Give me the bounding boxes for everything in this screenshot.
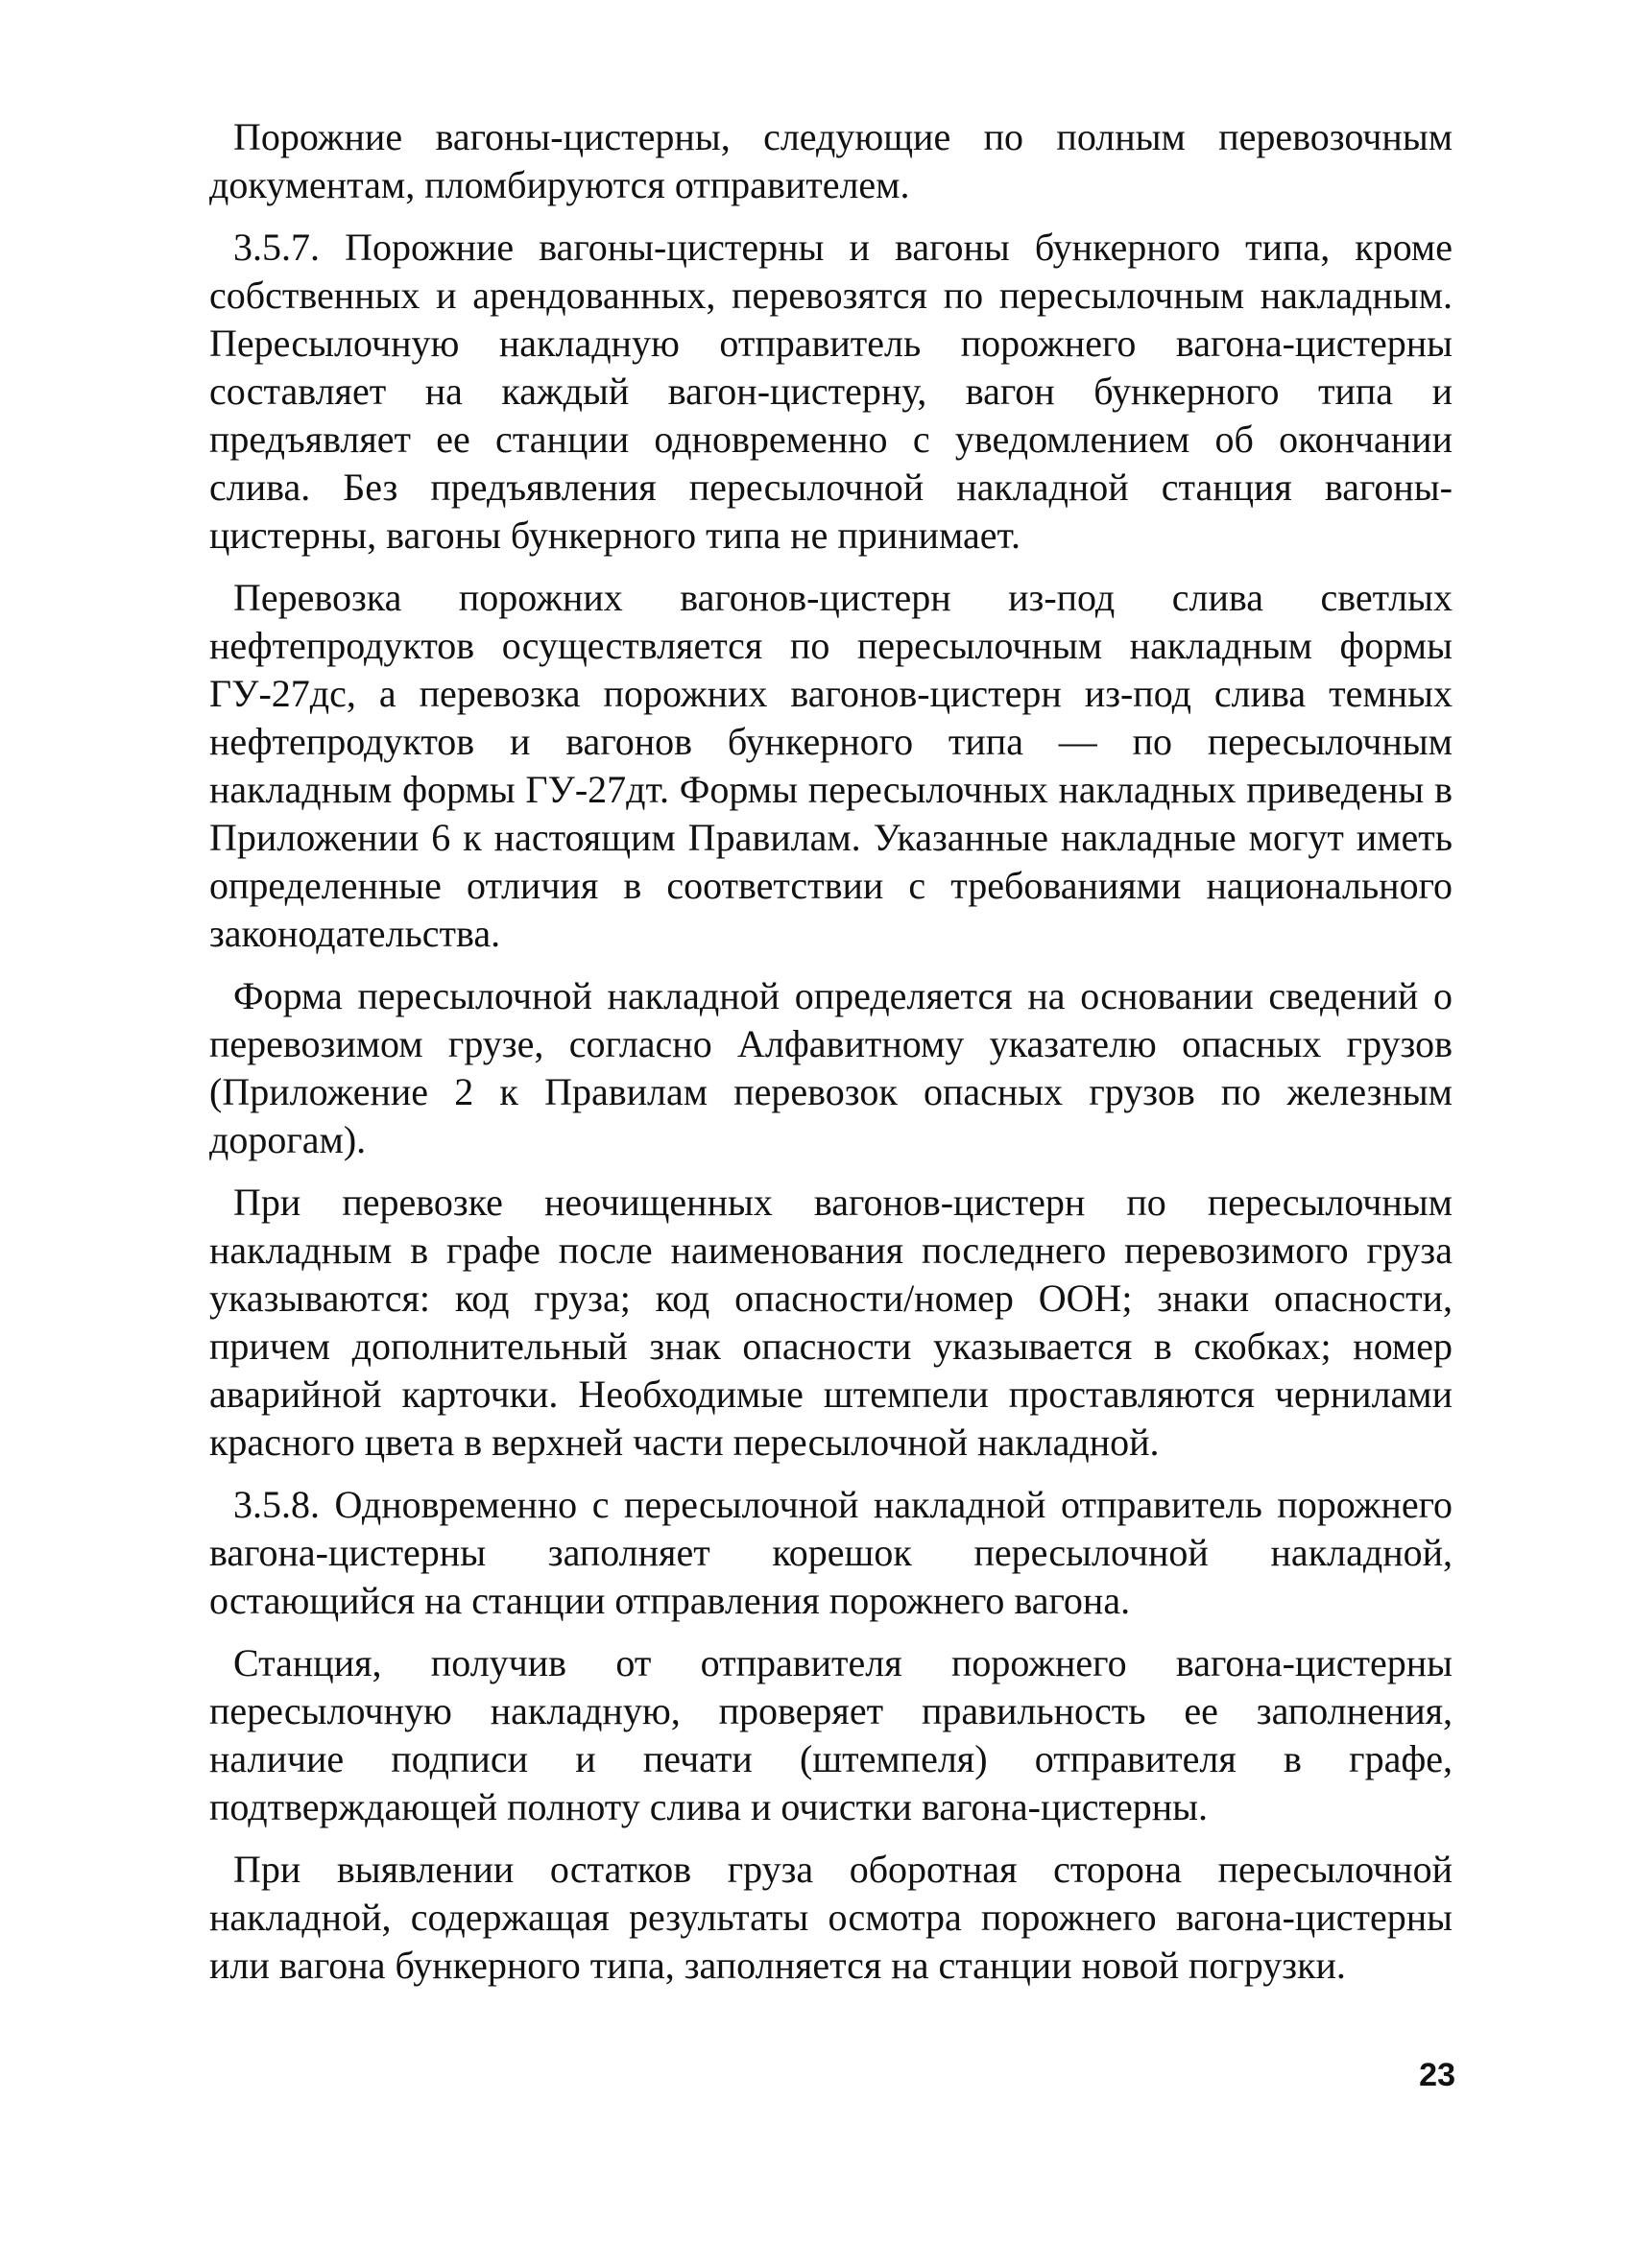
paragraph-7: Станция, получив от отправителя порожнего вагона-цистерны пересылочную накладную, проверяет правильность ее заполнения, наличие подписи и печати (штемпеля) отправителя в графе, подтверждающей полноту слива и очистки вагона-цистерны. <box>209 1641 1453 1828</box>
paragraph-2: 3.5.7. Порожние вагоны-цистерны и вагоны бункерного типа, кроме собственных и арендованных, перевозятся по пересылочным накладным. Пересылочную накладную отправитель порожнего вагона-цистерны составляет на каждый вагон-цистерну, вагон бункерного типа и предъявляет ее станции одновременно с уведомлением об окончании слива. Без предъявления пересылочной накладной станция вагоны-цистерны, вагоны бункерного типа не принимает. <box>209 226 1453 557</box>
paragraph-8: При выявлении остатков груза оборотная сторона пересылочной накладной, содержащая результаты осмотра порожнего вагона-цистерны или вагона бункерного типа, заполняется на станции новой погрузки. <box>209 1848 1453 1987</box>
paragraph-6: 3.5.8. Одновременно с пересылочной накладной отправитель порожнего вагона-цистерны заполняет корешок пересылочной накладной, остающийся на станции отправления порожнего вагона. <box>209 1483 1453 1622</box>
paragraph-1: Порожние вагоны-цистерны, следующие по полным перевозочным документам, пломбируются отправителем. <box>209 115 1453 206</box>
page-body <box>209 113 1453 2004</box>
paragraph-3: Перевозка порожних вагонов-цистерн из-под слива светлых нефтепродуктов осуществляется по пересылочным накладным формы ГУ-27дс, а перевозка порожних вагонов-цистерн из-под слива темных нефтепродуктов и вагонов бункерного типа — по пересылочным накладным формы ГУ-27дт. Формы пересылочных накладных приведены в Приложении 6 к настоящим Правилам. Указанные накладные могут иметь определенные отличия в соответствии с требованиями национального законодательства. <box>209 576 1453 955</box>
page-number: 23 <box>1419 2057 1455 2093</box>
paragraph-4: Форма пересылочной накладной определяется на основании сведений о перевозимом грузе, согласно Алфавитному указателю опасных грузов (Приложение 2 к Правилам перевозок опасных грузов по железным дорогам). <box>209 974 1453 1161</box>
paragraph-5: При перевозке неочищенных вагонов-цистерн по пересылочным накладным в графе после наименования последнего перевозимого груза указываются: код груза; код опасности/номер ООН; знаки опасности, причем дополнительный знак опасности указывается в скобках; номер аварийной карточки. Необходимые штемпели проставляются чернилами красного цвета в верхней части пересылочной накладной. <box>209 1181 1453 1464</box>
